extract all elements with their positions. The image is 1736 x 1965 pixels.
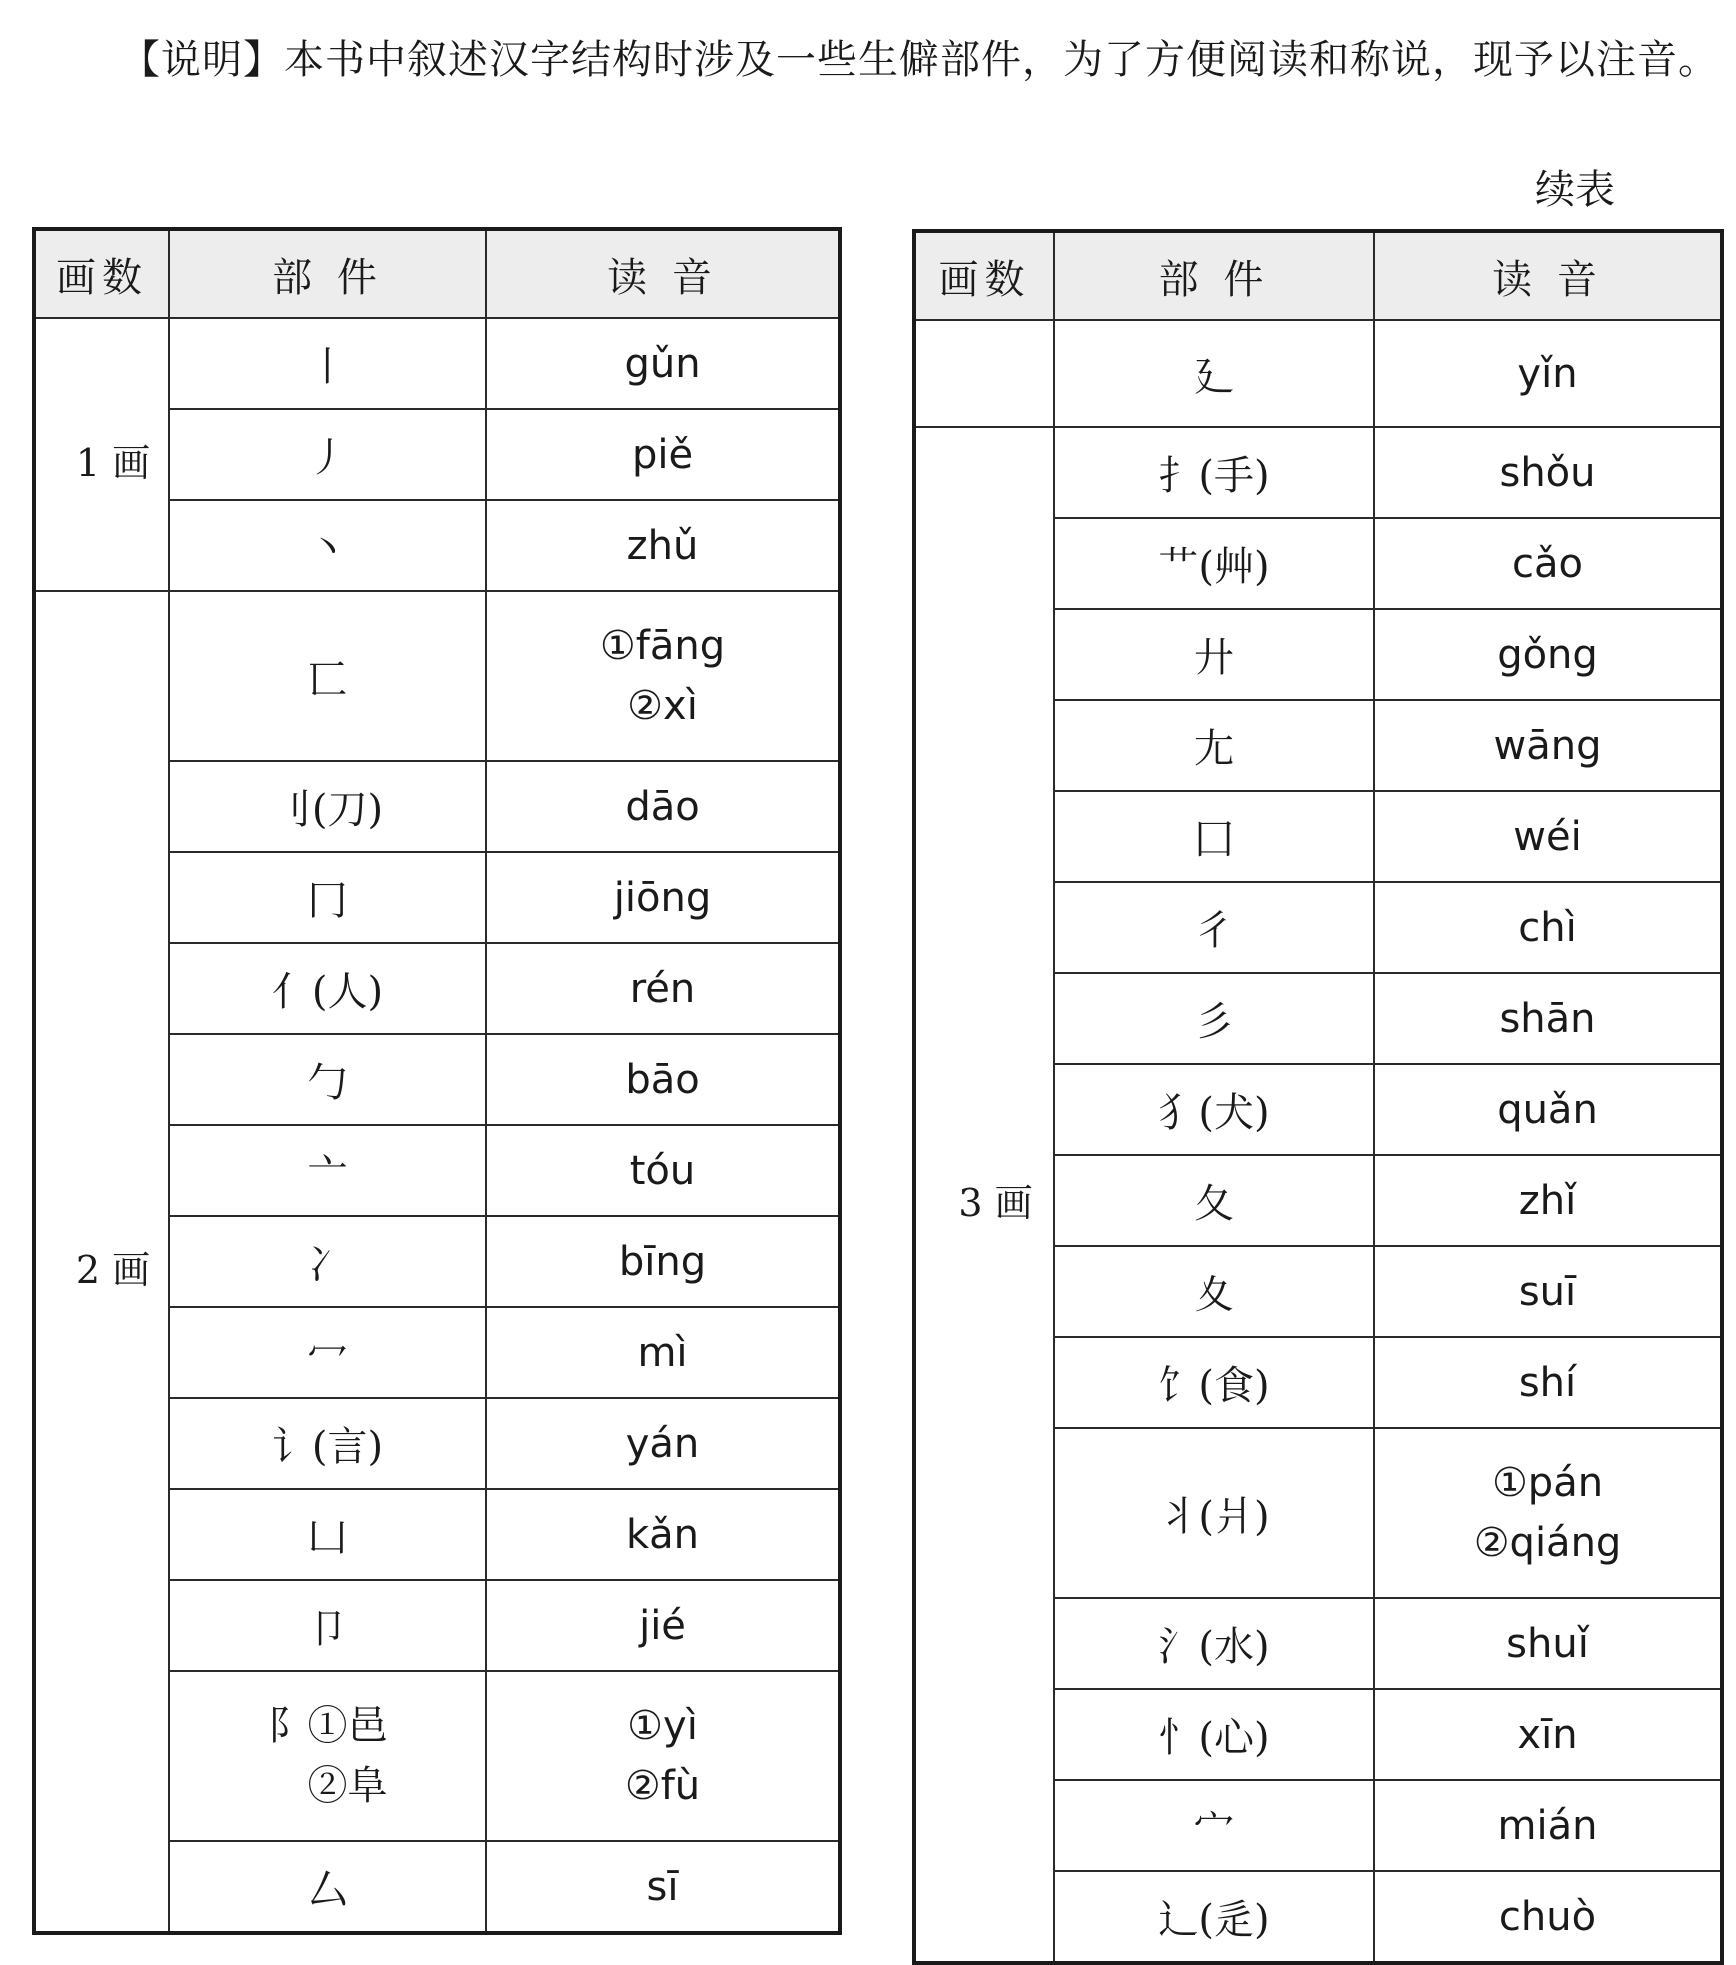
reading-cell: shǒu — [1374, 427, 1722, 518]
component-cell: 彡 — [1054, 973, 1374, 1064]
reading-cell: jiōng — [486, 852, 840, 943]
component-cell: 刂(刀) — [169, 761, 486, 852]
reading-cell: quǎn — [1374, 1064, 1722, 1155]
reading-cell: yǐn — [1374, 320, 1722, 427]
reading-cell: tóu — [486, 1125, 840, 1216]
reading-cell: yán — [486, 1398, 840, 1489]
component-cell: 亠 — [169, 1125, 486, 1216]
component-cell: 廴 — [1054, 320, 1374, 427]
table-row — [34, 591, 840, 761]
reading-cell: bāo — [486, 1034, 840, 1125]
component-cell: 亻(人) — [169, 943, 486, 1034]
component-cell: 丿 — [169, 409, 486, 500]
component-cell: 扌(手) — [1054, 427, 1374, 518]
reading-line: ①fāng — [599, 623, 726, 669]
reading-cell: gǔn — [486, 318, 840, 409]
component-cell: 饣(食) — [1054, 1337, 1374, 1428]
component-cell: 犭(犬) — [1054, 1064, 1374, 1155]
reading-cell: xīn — [1374, 1689, 1722, 1780]
reading-line: ②xì — [627, 683, 698, 729]
reading-cell: shí — [1374, 1337, 1722, 1428]
reading-cell: zhǔ — [486, 500, 840, 591]
header-strokes: 画数 — [914, 231, 1054, 320]
component-cell: 囗 — [1054, 791, 1374, 882]
header-component: 部 件 — [169, 229, 486, 318]
reading-line: ②fù — [624, 1763, 701, 1809]
component-cell: 匸 — [169, 591, 486, 761]
table-row — [914, 320, 1722, 427]
continued-label: 续表 — [1535, 167, 1615, 213]
radical-table-left — [32, 227, 842, 1935]
reading-cell: gǒng — [1374, 609, 1722, 700]
component-cell: 冂 — [169, 852, 486, 943]
reading-cell: suī — [1374, 1246, 1722, 1337]
reading-line: ①pán — [1491, 1460, 1604, 1506]
reading-cell: rén — [486, 943, 840, 1034]
component-cell: 尢 — [1054, 700, 1374, 791]
table-row — [914, 427, 1722, 518]
reading-cell: mián — [1374, 1780, 1722, 1871]
reading-cell — [486, 591, 840, 761]
reading-cell: piě — [486, 409, 840, 500]
radical-table-right — [912, 229, 1724, 1965]
header-reading: 读 音 — [486, 229, 840, 318]
component-cell: 忄(心) — [1054, 1689, 1374, 1780]
component-cell: 夊 — [1054, 1246, 1374, 1337]
reading-cell: chì — [1374, 882, 1722, 973]
reading-cell: chuò — [1374, 1871, 1722, 1963]
reading-cell: wāng — [1374, 700, 1722, 791]
component-cell: 冖 — [169, 1307, 486, 1398]
component-line: 阝①邑 — [267, 1703, 388, 1749]
component-cell: 廾 — [1054, 609, 1374, 700]
stroke-count-cell: 1 画 — [34, 318, 169, 591]
component-cell: 讠(言) — [169, 1398, 486, 1489]
reading-cell: wéi — [1374, 791, 1722, 882]
component-cell: 厶 — [169, 1841, 486, 1933]
component-cell: 丨 — [169, 318, 486, 409]
stroke-count-cell: 2 画 — [34, 591, 169, 1933]
reading-cell — [1374, 1428, 1722, 1598]
table-row — [34, 318, 840, 409]
component-cell: 卩 — [169, 1580, 486, 1671]
component-cell: 宀 — [1054, 1780, 1374, 1871]
component-cell: 丬(爿) — [1054, 1428, 1374, 1598]
header-strokes: 画数 — [34, 229, 169, 318]
component-cell: 勹 — [169, 1034, 486, 1125]
component-cell: 辶(辵) — [1054, 1871, 1374, 1963]
reading-line: ②qiáng — [1473, 1520, 1622, 1566]
component-cell: 丶 — [169, 500, 486, 591]
reading-cell: kǎn — [486, 1489, 840, 1580]
component-cell: 凵 — [169, 1489, 486, 1580]
reading-cell: bīng — [486, 1216, 840, 1307]
reading-cell: sī — [486, 1841, 840, 1933]
component-cell: 冫 — [169, 1216, 486, 1307]
reading-cell: shuǐ — [1374, 1598, 1722, 1689]
reading-cell — [486, 1671, 840, 1841]
stroke-count-cell — [914, 320, 1054, 427]
reading-line: ①yì — [627, 1703, 698, 1749]
component-cell: 夂 — [1054, 1155, 1374, 1246]
component-cell: 氵(水) — [1054, 1598, 1374, 1689]
reading-cell: dāo — [486, 761, 840, 852]
header-reading: 读 音 — [1374, 231, 1722, 320]
component-cell: 艹(艸) — [1054, 518, 1374, 609]
header-component: 部 件 — [1054, 231, 1374, 320]
reading-cell: shān — [1374, 973, 1722, 1064]
intro-note: 【说明】本书中叙述汉字结构时涉及一些生僻部件，为了方便阅读和称说，现予以注音。 — [120, 37, 1719, 83]
reading-cell: zhǐ — [1374, 1155, 1722, 1246]
component-cell: 彳 — [1054, 882, 1374, 973]
stroke-count-cell: 3 画 — [914, 427, 1054, 1963]
reading-cell: cǎo — [1374, 518, 1722, 609]
reading-cell: jié — [486, 1580, 840, 1671]
component-line: ②阜 — [307, 1763, 388, 1809]
reading-cell: mì — [486, 1307, 840, 1398]
component-cell — [169, 1671, 486, 1841]
